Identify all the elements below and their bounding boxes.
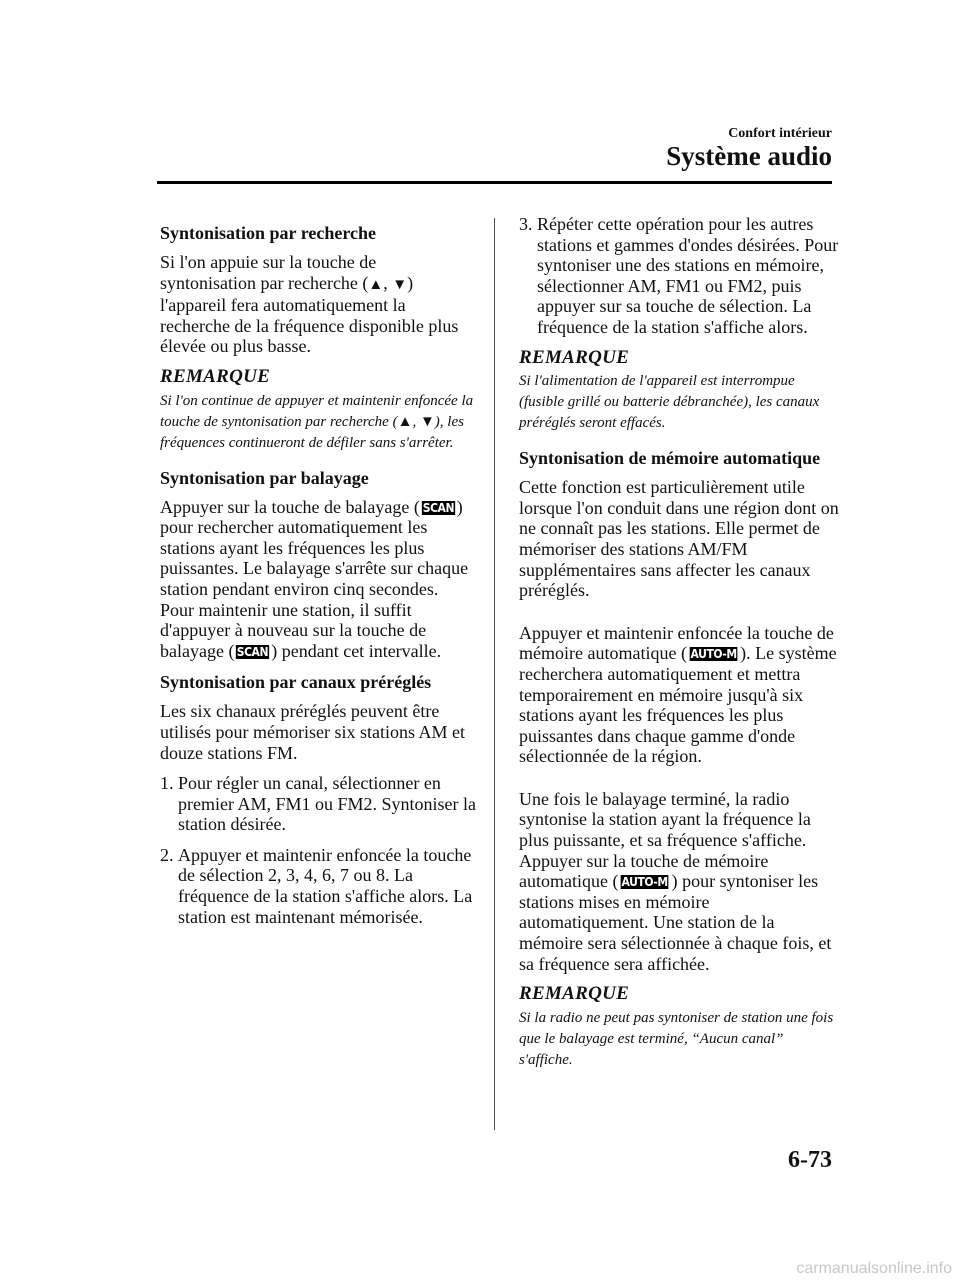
paragraph-preset-tuning: Les six chanaux préréglés peuvent être utilisés pour mémoriser six stations AM et douze stations FM. — [160, 701, 465, 763]
note-no-channel: Si la radio ne peut pas syntoniser de station une fois que le balayage est terminé, “Aucun canal” s'affiche. — [519, 1009, 834, 1068]
text-run: Une fois le balayage terminé, la radio syntonise la station ayant la fréquence la plus puissante, et sa fréquence s'affiche. Appuyer sur la touche de mémoire automatique ( — [519, 788, 811, 892]
right-column — [519, 214, 839, 1084]
scan-button-icon: SCAN — [422, 500, 454, 515]
text-run: , — [383, 272, 393, 293]
up-arrow-icon: ▲ — [397, 413, 413, 430]
text-run: Si l'on continue de appuyer et maintenir enfoncée la touche de syntonisation par recherche ( — [160, 392, 474, 430]
step-number: 2. — [160, 844, 174, 865]
step-number: 3. — [519, 214, 533, 234]
step-3 — [519, 214, 839, 338]
note-power: Si l'alimentation de l'appareil est interrompue (fusible grillé ou batterie débranchée), les canaux préréglés seront effacés. — [519, 373, 820, 432]
paragraph-scan-tuning — [160, 497, 476, 662]
heading-scan-tuning: Syntonisation par balayage — [160, 467, 369, 488]
text-run: ) pour rechercher automatiquement les stations ayant les fréquences les plus puissantes. Le balayage s'arrête sur chaque station pendant environ cinq secondes. Pour maintenir une station, il suffit d'appuyer à nouveau sur la touche de balayage ( — [160, 496, 469, 661]
paragraph-seek-tuning — [160, 252, 476, 357]
down-arrow-icon: ▼ — [392, 276, 408, 293]
page-title: Système audio — [666, 141, 832, 171]
paragraph-auto-memory-press — [519, 623, 839, 767]
note-seek — [160, 391, 476, 454]
column-divider — [494, 218, 495, 1130]
header-rule — [157, 181, 832, 184]
heading-preset-tuning: Syntonisation par canaux préréglés — [160, 672, 432, 693]
watermark: carmanualsonline.info — [796, 1260, 952, 1277]
heading-auto-memory: Syntonisation de mémoire automatique — [519, 448, 821, 469]
section-label: Confort intérieur — [728, 126, 832, 141]
paragraph-auto-memory-intro: Cette fonction est particulièrement utile lorsque l'on conduit dans une région dont on ne connaît pas les stations. Elle permet de mémoriser des stations AM/FM supplémentaires sans affecter les canaux préréglés. — [519, 477, 839, 601]
text-run: ) l'appareil fera automatiquement la recherche de la fréquence disponible plus élevée ou plus basse. — [160, 272, 459, 357]
left-column — [160, 214, 476, 937]
text-run: , — [412, 413, 420, 430]
text-run: Si l'on appuie sur la touche de syntonisation par recherche ( — [160, 252, 377, 293]
scan-button-icon: SCAN — [237, 644, 269, 659]
step-number: 1. — [160, 773, 174, 794]
note-title: REMARQUE — [519, 346, 630, 368]
text-run: Appuyer et maintenir enfoncée la touche de mémoire automatique ( — [519, 622, 834, 664]
text-run: Appuyer sur la touche de balayage ( — [160, 496, 420, 517]
step-text: Appuyer et maintenir enfoncée la touche de sélection 2, 3, 4, 6, 7 ou 8. La fréquence de la station s'affiche alors. La station est maintenant mémorisée. — [178, 844, 473, 927]
text-run: ) pour syntoniser les stations mises en mémoire automatiquement. Une station de la mémoire sera sélectionnée à chaque fois, et sa fréquence sera affichée. — [519, 871, 832, 974]
paragraph-auto-memory-result — [519, 789, 839, 974]
note-title: REMARQUE — [160, 365, 271, 387]
step-1 — [160, 773, 476, 835]
text-run: ), les fréquences continueront de défiler sans s'arrêter. — [160, 413, 464, 451]
step-text: Répéter cette opération pour les autres stations et gammes d'ondes désirées. Pour syntoniser une des stations en mémoire, sélectionner AM, FM1 ou FM2, puis appuyer sur sa touche de sélection. La fréquence de la station s'affiche alors. — [537, 214, 839, 337]
step-2 — [160, 845, 476, 927]
auto-m-button-icon: AUTO-M — [622, 875, 669, 890]
down-arrow-icon: ▼ — [419, 413, 435, 430]
auto-m-button-icon: AUTO-M — [690, 647, 737, 662]
step-text: Pour régler un canal, sélectionner en premier AM, FM1 ou FM2. Syntoniser la station désirée. — [178, 773, 477, 835]
up-arrow-icon: ▲ — [368, 276, 384, 293]
page-number: 6-73 — [788, 1147, 832, 1173]
text-run: ). Le système recherchera automatiquement et mettra temporairement en mémoire jusqu'à six stations ayant les fréquences les plus puissantes dans chaque gamme d'onde sélectionnée de la région. — [519, 643, 837, 767]
text-run: ) pendant cet intervalle. — [271, 640, 442, 661]
heading-seek-tuning: Syntonisation par recherche — [160, 223, 377, 243]
note-title: REMARQUE — [519, 983, 630, 1005]
